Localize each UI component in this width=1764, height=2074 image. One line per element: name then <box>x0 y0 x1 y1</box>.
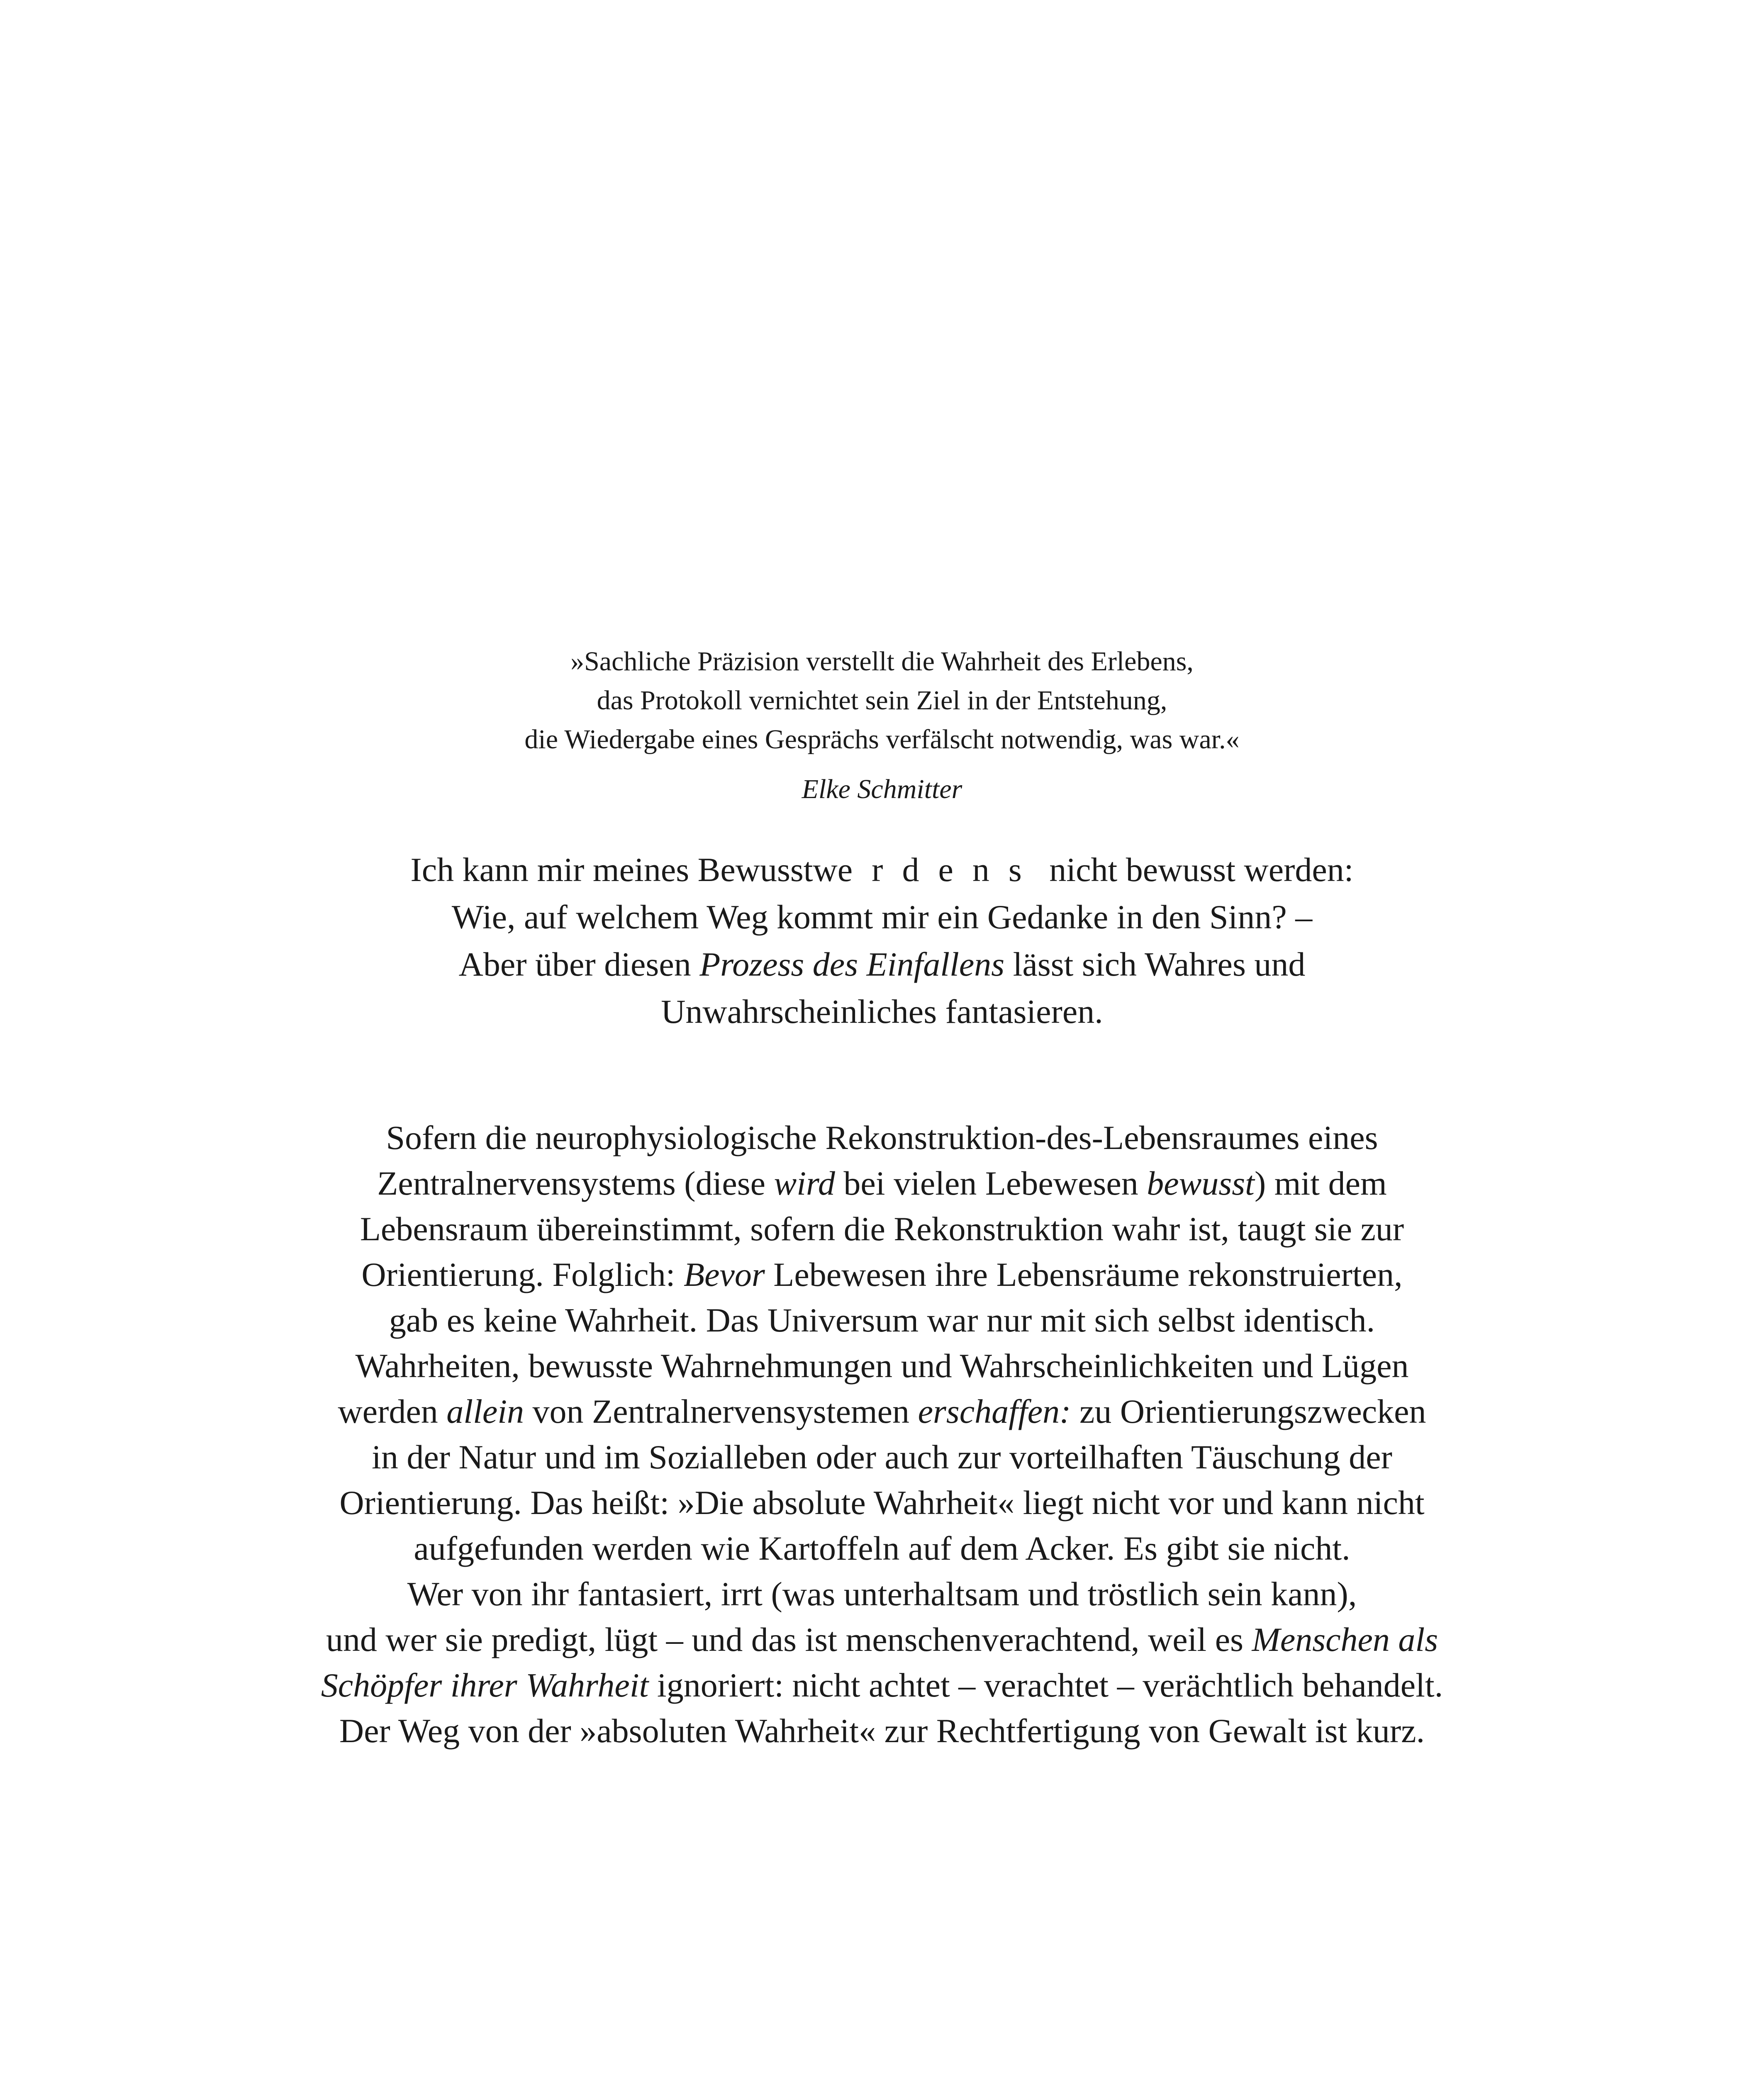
main-line: in der Natur und im Sozialleben oder auch zur vorteilhaften Täuschung der <box>372 1438 1392 1476</box>
main-line: aufgefunden werden wie Kartoffeln auf dem Acker. Es gibt sie nicht. <box>414 1529 1350 1567</box>
epigraph-line: die Wiedergabe eines Gesprächs verfälscht notwendig, was war.« <box>524 724 1240 755</box>
intro-stanza <box>0 846 1764 1035</box>
letterspaced-word: erdens <box>837 851 1041 889</box>
main-line: und wer sie predigt, lügt – und das ist menschenverachtend, weil es Menschen als <box>326 1621 1438 1658</box>
main-line: Schöpfer ihrer Wahrheit ignoriert: nicht achtet – verachtet – verächtlich behandelt. <box>321 1666 1443 1704</box>
main-line: Wer von ihr fantasiert, irrt (was unterhaltsam und tröstlich sein kann), <box>407 1575 1357 1613</box>
main-line: Sofern die neurophysiologische Rekonstruktion-des-Lebensraumes eines <box>386 1119 1378 1156</box>
main-line: Zentralnervensystems (diese wird bei vielen Lebewesen bewusst) mit dem <box>377 1164 1387 1202</box>
main-line: werden allein von Zentralnervensystemen erschaffen: zu Orientierungszwecken <box>338 1392 1426 1430</box>
intro-line: Unwahrscheinliches fantasieren. <box>661 993 1103 1030</box>
epigraph-line: das Protokoll vernichtet sein Ziel in der Entstehung, <box>597 685 1167 716</box>
main-line: Orientierung. Das heißt: »Die absolute Wahrheit« liegt nicht vor und kann nicht <box>339 1484 1425 1521</box>
epigraph-author-name: Elke Schmitter <box>802 774 962 804</box>
intro-line: Wie, auf welchem Weg kommt mir ein Gedanke in den Sinn? – <box>451 898 1313 936</box>
epigraph-line: »Sachliche Präzision verstellt die Wahrheit des Erlebens, <box>570 646 1194 677</box>
main-paragraph <box>0 1115 1764 1754</box>
intro-line: Ich kann mir meines Bewusstwerdens nicht bewusst werden: <box>410 851 1354 889</box>
main-line: Lebensraum übereinstimmt, sofern die Rekonstruktion wahr ist, taugt sie zur <box>360 1210 1404 1248</box>
intro-line: Aber über diesen Prozess des Einfallens lässt sich Wahres und <box>458 945 1306 983</box>
main-line: Der Weg von der »absoluten Wahrheit« zur Rechtfertigung von Gewalt ist kurz. <box>339 1712 1425 1750</box>
main-line: gab es keine Wahrheit. Das Universum war nur mit sich selbst identisch. <box>389 1301 1375 1339</box>
main-line: Wahrheiten, bewusste Wahrnehmungen und Wahrscheinlichkeiten und Lügen <box>355 1347 1409 1385</box>
epigraph-quote <box>0 642 1764 759</box>
main-line: Orientierung. Folglich: Bevor Lebewesen ihre Lebensräume rekonstruierten, <box>361 1256 1403 1293</box>
italic-phrase: Prozess des Einfallens <box>699 945 1005 983</box>
epigraph-author <box>0 771 1764 808</box>
